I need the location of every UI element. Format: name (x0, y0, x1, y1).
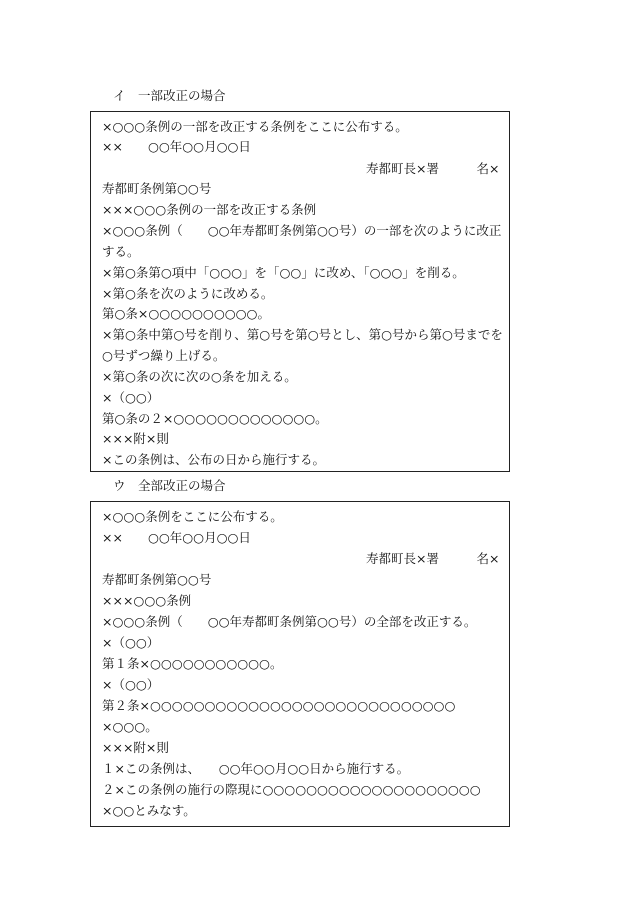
section-u-heading: ウ 全部改正の場合 (113, 478, 226, 493)
body-line: ×（○○） (102, 635, 160, 650)
ordinance-number: 寿都町条例第○○号 (102, 181, 212, 196)
body-line: ×○○○条例（ ○○年寿都町条例第○○号）の一部を次のように改正 (102, 223, 502, 238)
promulgation-line: ×○○○条例の一部を改正する条例をここに公布する。 (102, 119, 408, 134)
body-line: 第１条×○○○○○○○○○○○。 (102, 656, 283, 671)
mayor-signature: 寿都町長×署 名× (366, 551, 500, 566)
ordinance-title: ×××○○○条例の一部を改正する条例 (102, 202, 317, 217)
supplementary-heading: ×××附×則 (102, 740, 169, 755)
body-line: する。 (102, 244, 140, 259)
promulgation-line: ×○○○条例をここに公布する。 (102, 509, 283, 524)
ordinance-number: 寿都町条例第○○号 (102, 572, 212, 587)
body-line: ２×この条例の施行の際現に○○○○○○○○○○○○○○○○○○○○ (102, 782, 481, 797)
section-u-box (90, 501, 510, 827)
body-line: 第○条の２×○○○○○○○○○○○○○。 (102, 411, 328, 426)
date-line: ×× ○○年○○月○○日 (102, 530, 251, 545)
body-line: 第２条×○○○○○○○○○○○○○○○○○○○○○○○○○○○○ (102, 698, 456, 713)
date-line: ×× ○○年○○月○○日 (102, 139, 251, 154)
body-line: ×（○○） (102, 390, 160, 405)
body-line: ×○○○。 (102, 719, 158, 734)
mayor-signature: 寿都町長×署 名× (366, 161, 500, 176)
body-line: ×○○○条例（ ○○年寿都町条例第○○号）の全部を改正する。 (102, 614, 477, 629)
body-line: ×この条例は、公布の日から施行する。 (102, 452, 325, 467)
body-line: 第○条×○○○○○○○○○○。 (102, 306, 270, 321)
body-line: １×この条例は、 ○○年○○月○○日から施行する。 (102, 761, 410, 776)
body-line: ×○○とみなす。 (102, 803, 196, 818)
ordinance-title: ×××○○○条例 (102, 593, 192, 608)
section-i-heading: イ 一部改正の場合 (113, 88, 226, 103)
body-line: ×第○条第○項中「○○○」を「○○」に改め、「○○○」を削る。 (102, 265, 465, 280)
section-i-box (90, 111, 510, 472)
body-line: ×第○条を次のように改める。 (102, 286, 274, 301)
supplementary-heading: ×××附×則 (102, 431, 169, 446)
body-line: ×（○○） (102, 677, 160, 692)
body-line: ×第○条の次に次の○条を加える。 (102, 369, 297, 384)
body-line: ×第○条中第○号を削り、第○号を第○号とし、第○号から第○号までを (102, 327, 503, 342)
body-line: ○号ずつ繰り上げる。 (102, 348, 226, 363)
